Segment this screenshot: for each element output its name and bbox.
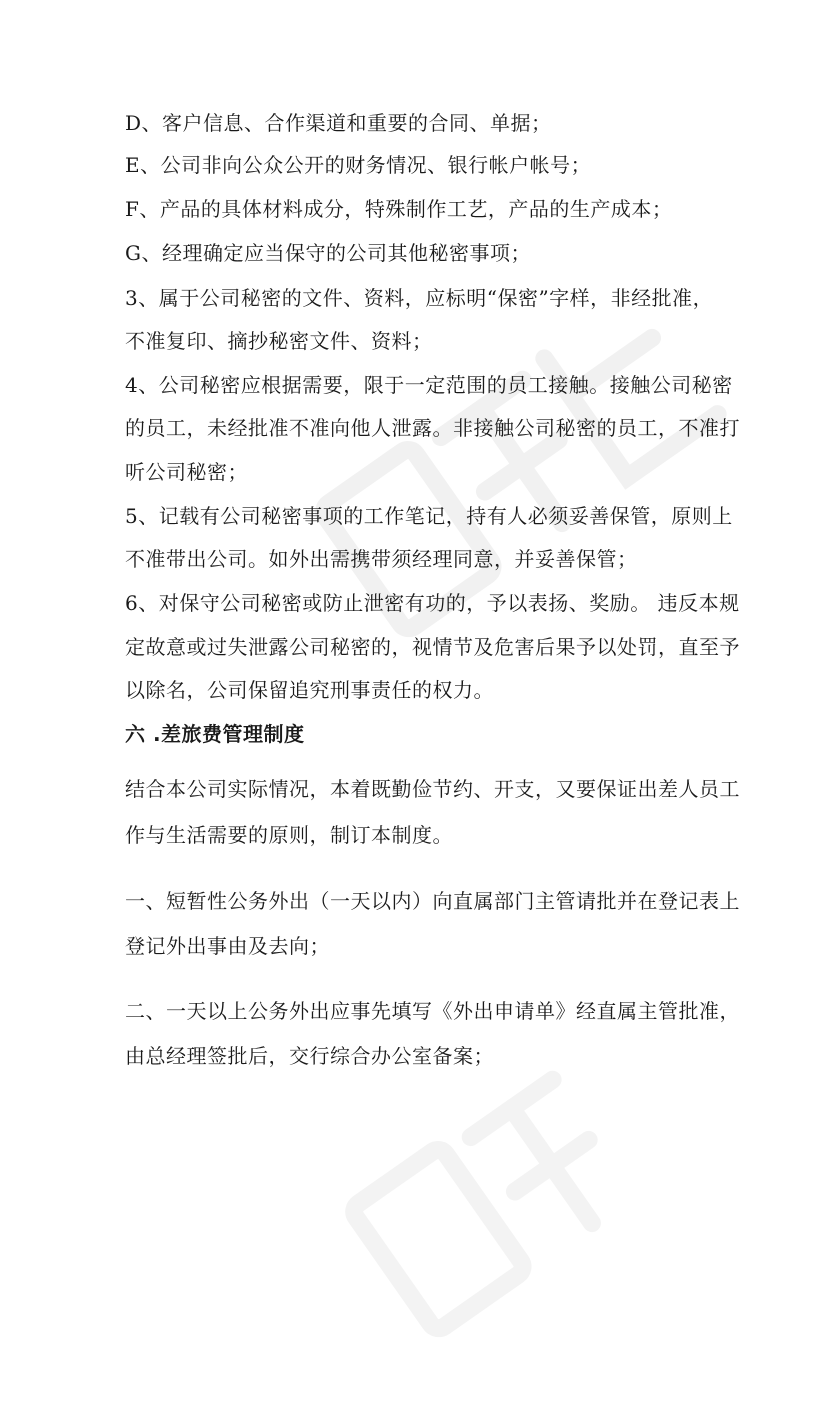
item-3-line-1: 3、属于公司秘密的文件、资料，应标明“保密”字样，非经批准，: [125, 286, 714, 310]
rule-one-line-1: 一、短暂性公务外出（一天以内）向直属部门主管请批并在登记表上: [125, 889, 740, 913]
item-3-line-2: 不准复印、摘抄秘密文件、资料；: [125, 329, 433, 353]
rule-two-line-1: 二、一天以上公务外出应事先填写《外出申请单》经直属主管批准，: [125, 999, 740, 1023]
item-4-line-2: 的员工，未经批准不准向他人泄露。非接触公司秘密的员工，不准打: [125, 416, 740, 440]
item-f: F、产品的具体材料成分，特殊制作工艺，产品的生产成本；: [125, 197, 673, 221]
item-e: E、公司非向公众公开的财务情况、银行帐户帐号；: [125, 153, 592, 177]
item-5-line-1: 5、记载有公司秘密事项的工作笔记，持有人必须妥善保管，原则上: [125, 504, 733, 528]
item-d: D、客户信息、合作渠道和重要的合同、单据；: [125, 111, 552, 135]
item-4-line-1: 4、公司秘密应根据需要，限于一定范围的员工接触。接触公司秘密: [125, 373, 733, 397]
item-5-line-2: 不准带出公司。如外出需携带须经理同意，并妥善保管；: [125, 547, 638, 571]
watermark-graphic-lower: [300, 900, 820, 1420]
item-6-line-3: 以除名，公司保留追究刑事责任的权力。: [125, 678, 494, 702]
item-4-line-3: 听公司秘密；: [125, 460, 248, 484]
item-6-line-1: 6、对保守公司秘密或防止泄密有功的，予以表扬、奖励。 违反本规: [125, 591, 740, 615]
rule-one-line-2: 登记外出事由及去向；: [125, 934, 330, 958]
intro-line-1: 结合本公司实际情况，本着既勤俭节约、开支，又要保证出差人员工: [125, 777, 740, 801]
rule-two-line-2: 由总经理签批后，交行综合办公室备案；: [125, 1044, 494, 1068]
item-6-line-2: 定故意或过失泄露公司秘密的，视情节及危害后果予以处罚，直至予: [125, 635, 740, 659]
intro-line-2: 作与生活需要的原则，制订本制度。: [125, 823, 453, 847]
section-heading: 六 .差旅费管理制度: [125, 722, 305, 746]
item-g: G、经理确定应当保守的公司其他秘密事项；: [125, 241, 531, 265]
